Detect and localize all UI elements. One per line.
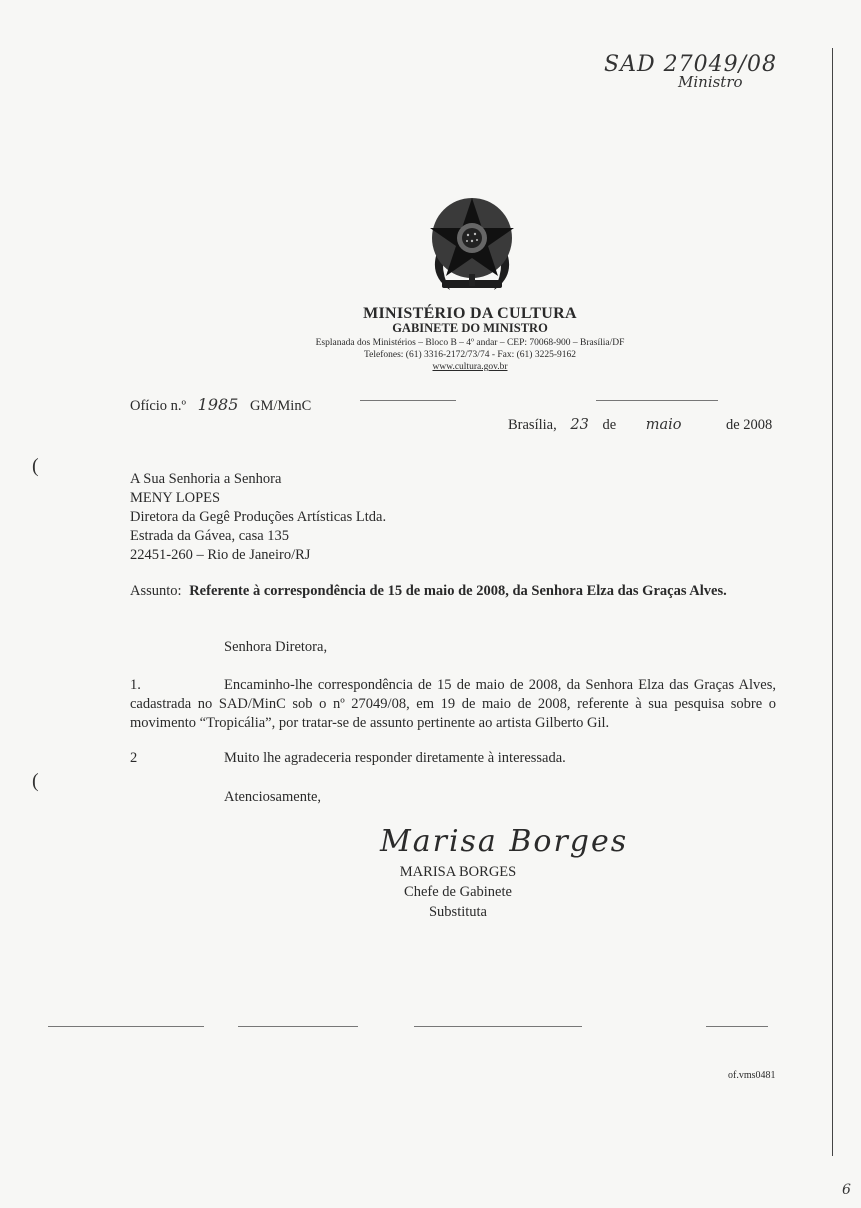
annotation-line1: SAD 27049/08 xyxy=(604,52,777,77)
subject-text: Referente à correspondência de 15 de maio de 2008, da Senhora Elza das Graças Alves. xyxy=(189,583,727,599)
separator-line xyxy=(596,400,718,401)
cabinet-name: GABINETE DO MINISTRO xyxy=(392,321,548,335)
separator-line xyxy=(360,400,456,401)
paragraph-2 xyxy=(130,749,566,768)
page-mark: 6 xyxy=(842,1182,851,1198)
oficio-prefix: Ofício n.º xyxy=(130,398,187,414)
separator-line xyxy=(706,1026,768,1027)
paragraph-number: 2 xyxy=(130,750,138,766)
signer-role: Substituta xyxy=(428,904,487,920)
recipient-line: A Sua Senhoria a Senhora xyxy=(130,471,282,487)
paragraph-text: Encaminho-lhe correspondência de 15 de maio de 2008, da Senhora Elza das Graças Alves, cadastrada no SAD/MinC sob o nº 27049/08, em 19 de maio de 2008, referente à sua pesquisa sobre o movimento “Tropicália”, por tratar-se de assunto pertinente ao artista Gilberto Gil. xyxy=(130,677,776,731)
separator-line xyxy=(414,1026,582,1027)
coat-of-arms-emblem xyxy=(420,190,524,300)
date-year: de 2008 xyxy=(726,417,773,433)
letterhead xyxy=(260,306,680,373)
hole-punch-mark: ( xyxy=(32,770,39,792)
separator-line xyxy=(48,1026,204,1027)
recipient-line: Diretora da Gegê Produções Artísticas Ltda. xyxy=(130,509,387,525)
signer-name: MARISA BORGES xyxy=(399,864,517,880)
document-code: of.vms0481 xyxy=(728,1070,776,1081)
subject-line xyxy=(130,582,810,601)
date-day: 23 xyxy=(570,417,589,433)
letterhead-address: Esplanada dos Ministérios – Bloco B – 4º andar – CEP: 70068-900 – Brasília/DF xyxy=(315,338,625,348)
closing: Atenciosamente, xyxy=(224,789,322,805)
separator-line xyxy=(238,1026,358,1027)
handwritten-signature: Marisa Borges xyxy=(380,824,629,859)
recipient-line: Estrada da Gávea, casa 135 xyxy=(130,528,290,544)
signer-title: Chefe de Gabinete xyxy=(404,884,512,900)
paragraph-number: 1. xyxy=(130,677,141,693)
annotation-line2: Ministro xyxy=(678,73,743,91)
recipient-line: MENY LOPES xyxy=(130,490,221,506)
handwritten-annotation xyxy=(604,52,804,91)
paragraph-text: Muito lhe agradeceria responder diretamente à interessada. xyxy=(224,750,566,766)
signature-block xyxy=(378,862,538,922)
oficio-line xyxy=(130,395,311,416)
salutation: Senhora Diretora, xyxy=(224,639,328,655)
date-city: Brasília, xyxy=(508,417,557,433)
date-de: de xyxy=(602,417,617,433)
margin-rule xyxy=(832,48,833,1156)
oficio-suffix: GM/MinC xyxy=(250,398,312,414)
letterhead-website[interactable]: www.cultura.gov.br xyxy=(432,362,508,372)
ministry-name: MINISTÉRIO DA CULTURA xyxy=(363,305,577,322)
recipient-block xyxy=(130,470,386,565)
oficio-number: 1985 xyxy=(197,395,239,414)
date-line xyxy=(508,416,778,435)
paragraph-1 xyxy=(130,676,776,733)
hole-punch-mark: ( xyxy=(32,455,39,477)
letterhead-phones: Telefones: (61) 3316-2172/73/74 - Fax: (61) 3225-9162 xyxy=(364,350,576,360)
recipient-line: 22451-260 – Rio de Janeiro/RJ xyxy=(130,547,311,563)
subject-label: Assunto: xyxy=(130,583,182,599)
date-month: maio xyxy=(645,417,682,433)
